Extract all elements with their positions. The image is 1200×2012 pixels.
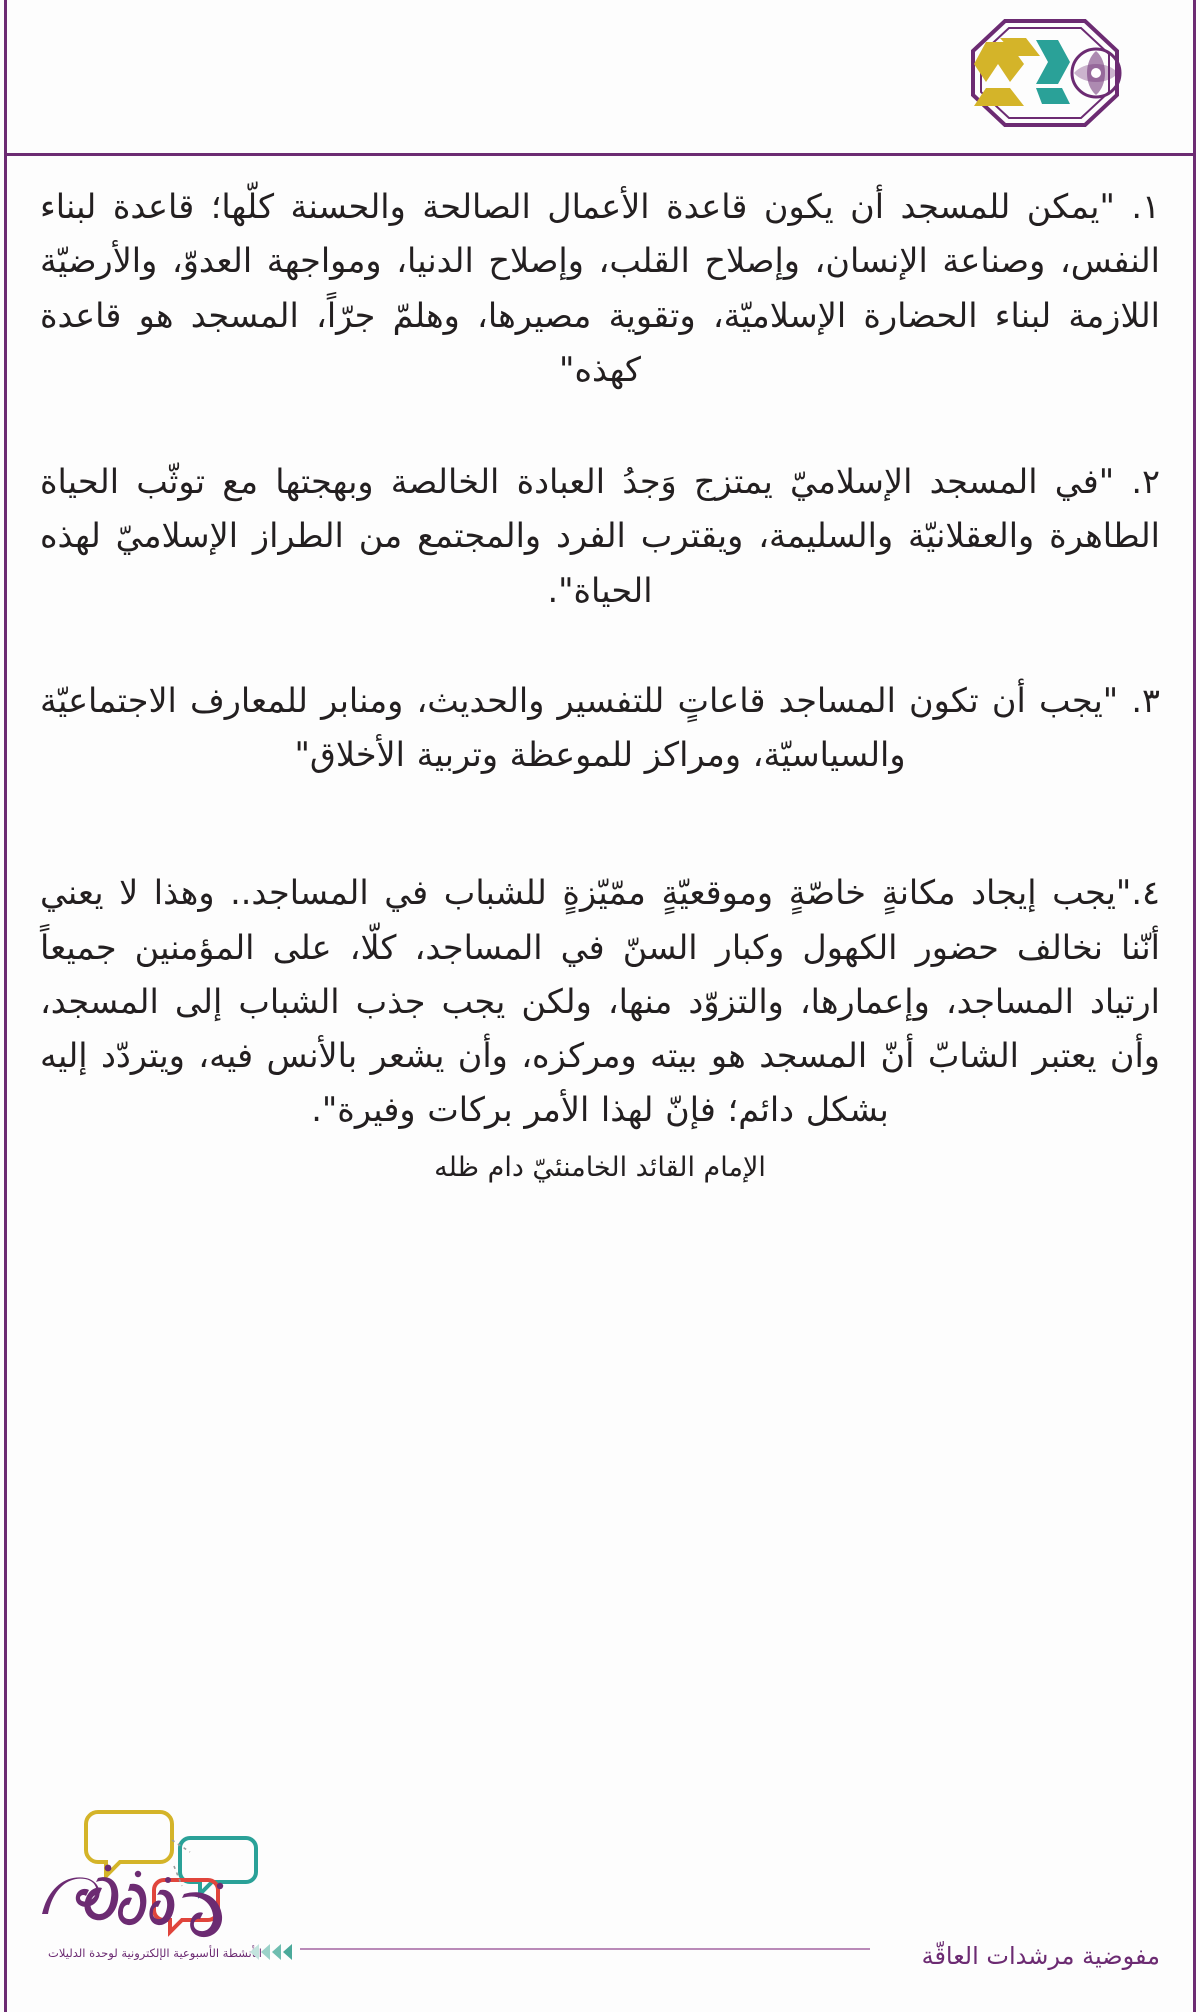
paragraph-1: ١. "يمكن للمسجد أن يكون قاعدة الأعمال الصالحة والحسنة كلّها؛ قاعدة لبناء النفس، وصناعة الإنسان، وإصلاح القلب، وإصلاح الدنيا، ومواجهة العدوّ، والأرضيّة اللازمة لبناء الحضارة الإسلاميّة، وتقوية مصيرها، وهلمّ جرّاً، المسجد هو قاعدة كهذه" bbox=[40, 187, 1160, 389]
page-footer bbox=[0, 1752, 1200, 2012]
paragraph-3: ٣. "يجب أن تكون المساجد قاعاتٍ للتفسير والحديث، ومنابر للمعارف الاجتماعيّة والسياسيّة، ومراكز للموعظة وتربية الأخلاق" bbox=[40, 680, 1160, 775]
page-border-right bbox=[1193, 0, 1196, 2012]
footer-divider bbox=[300, 1948, 870, 1950]
paragraph-2: ٢. "في المسجد الإسلاميّ يمتزج وَجدُ العبادة الخالصة وبهجتها مع توثّب الحياة الطاهرة والعقلانيّة والسليمة، ويقترب الفرد والمجتمع من الطراز الإسلاميّ لهذه الحياة". bbox=[40, 462, 1160, 610]
organization-emblem-icon bbox=[950, 18, 1140, 128]
quote-attribution: الإمام القائد الخامنئيّ دام ظله bbox=[434, 1151, 766, 1183]
page-header bbox=[0, 0, 1200, 155]
chevron-decoration-icon bbox=[250, 1944, 292, 1960]
page-border-left bbox=[4, 0, 7, 2012]
header-divider bbox=[4, 153, 1196, 156]
brand-subtitle: الأنشطة الأسبوعية الإلكترونية لوحدة الدليلات bbox=[48, 1946, 262, 1960]
footer-caption: مفوضية مرشدات العاقّة bbox=[921, 1942, 1160, 1970]
brand-logo-icon bbox=[24, 1794, 294, 1954]
paragraph-4: ٤."يجب إيجاد مكانةٍ خاصّةٍ وموقعيّةٍ ممّيّزةٍ للشباب في المساجد.. وهذا لا يعني أنّنا نخالف حضور الكهول وكبار السنّ في المساجد، كلّا، على المؤمنين جميعاً ارتياد المساجد، وإعمارها، والتزوّد منها، ولكن يجب جذب الشباب إلى المسجد، وأن يعتبر الشابّ أنّ المسجد هو بيته ومركزه، وأن يشعر بالأنس فيه، ويتردّد إليه بشكل دائم؛ فإنّ لهذا الأمر بركات وفيرة". bbox=[40, 873, 1160, 1130]
document-body bbox=[40, 180, 1160, 1183]
